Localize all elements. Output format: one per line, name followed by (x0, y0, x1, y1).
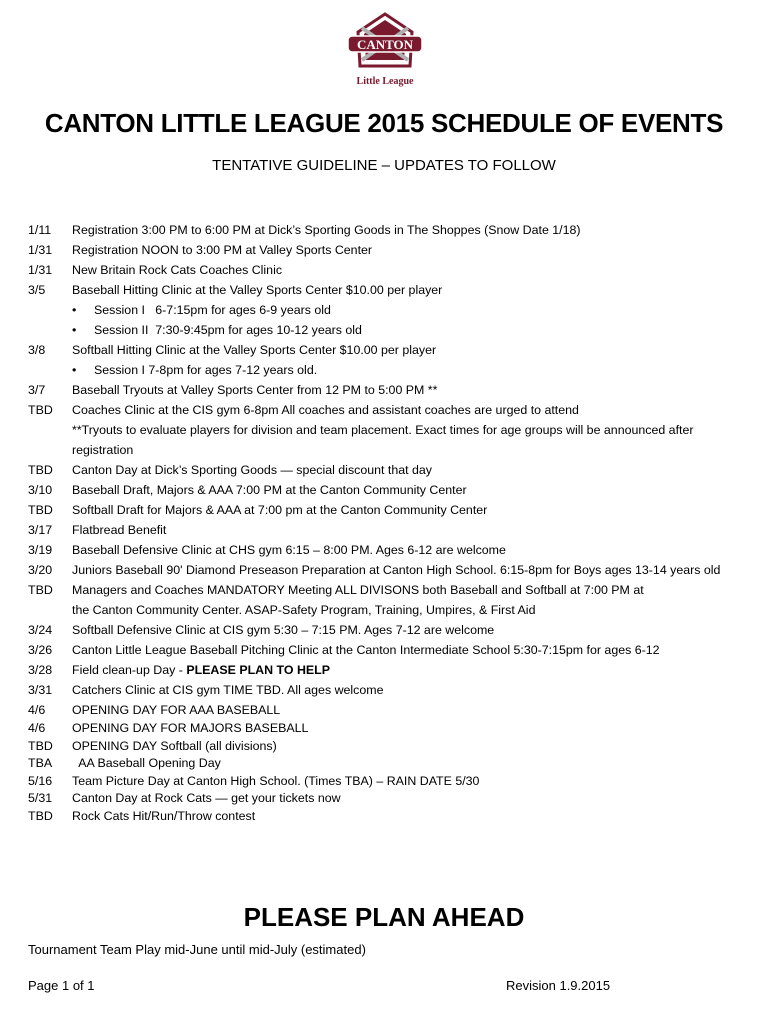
event-text: AA Baseball Opening Day (72, 756, 221, 770)
event-row (28, 790, 758, 808)
event-date: 3/24 (28, 623, 53, 637)
event-date: 1/31 (28, 243, 53, 257)
event-date: TBD (28, 808, 53, 823)
events-list (28, 220, 758, 825)
event-description (72, 280, 758, 300)
session-bullet: • Session I 6-7:15pm for ages 6-9 years old (94, 300, 758, 320)
event-date: 5/16 (28, 773, 53, 788)
event-date: 3/5 (28, 283, 46, 297)
event-text: Baseball Defensive Clinic at CHS gym 6:15 – 8:00 PM. Ages 6-12 are welcome (72, 543, 506, 557)
event-description (72, 220, 758, 240)
event-text: Managers and Coaches MANDATORY Meeting ALL DIVISONS both Baseball and Softball at 7:00 PM at (72, 583, 644, 597)
session-bullet: • Session I 7-8pm for ages 7-12 years old. (94, 360, 758, 380)
event-continuation: **Tryouts to evaluate players for division and team placement. Exact times for age groups will be announced after (72, 423, 694, 437)
event-row (28, 560, 758, 580)
event-description (72, 480, 758, 500)
event-date: 3/17 (28, 523, 53, 537)
event-row (28, 700, 758, 720)
event-continuation: registration (72, 443, 134, 457)
event-description (72, 720, 758, 738)
event-description (72, 560, 758, 580)
event-row (28, 460, 758, 480)
event-text: Juniors Baseball 90' Diamond Preseason Preparation at Canton High School. 6:15-8pm for Boys ages 13-14 years old (72, 563, 721, 577)
event-row (28, 500, 758, 520)
event-row (28, 260, 758, 280)
event-date: 3/7 (28, 383, 46, 397)
event-text: Flatbread Benefit (72, 523, 167, 537)
event-row (28, 240, 758, 260)
event-date: TBD (28, 503, 53, 517)
event-date: 4/6 (28, 721, 46, 735)
event-emphasis: PLEASE PLAN TO HELP (186, 663, 330, 677)
event-text: Registration 3:00 PM to 6:00 PM at Dick’s Sporting Goods in The Shoppes (Snow Date 1/18) (72, 223, 581, 237)
event-text: Softball Defensive Clinic at CIS gym 5:30 – 7:15 PM. Ages 7-12 are welcome (72, 623, 495, 637)
event-text: OPENING DAY FOR MAJORS BASEBALL (72, 721, 309, 735)
logo-emblem-icon (340, 10, 430, 90)
event-row (28, 680, 758, 700)
event-date: 3/31 (28, 683, 53, 697)
event-row (28, 340, 758, 360)
event-date: 3/19 (28, 543, 53, 557)
event-text: Registration NOON to 3:00 PM at Valley Sports Center (72, 243, 373, 257)
event-row (28, 540, 758, 560)
event-date: TBA (28, 756, 53, 770)
event-description (72, 500, 758, 520)
event-row (28, 220, 758, 240)
event-description (72, 520, 758, 540)
event-row (28, 738, 758, 756)
svg-text:CANTON: CANTON (356, 37, 414, 52)
event-date: TBD (28, 583, 53, 597)
event-description (72, 808, 758, 826)
event-date: 1/11 (28, 223, 52, 237)
event-row (28, 640, 758, 660)
event-row (28, 480, 758, 500)
event-description (72, 540, 758, 560)
event-description (72, 460, 758, 480)
event-row (28, 720, 758, 738)
event-text: Baseball Tryouts at Valley Sports Center from 12 PM to 5:00 PM ** (72, 383, 438, 397)
event-text: Rock Cats Hit/Run/Throw contest (72, 808, 256, 823)
event-text: Field clean-up Day - (72, 663, 187, 677)
event-continuation: the Canton Community Center. ASAP-Safety Program, Training, Umpires, & First Aid (72, 603, 536, 617)
document-title: CANTON LITTLE LEAGUE 2015 SCHEDULE OF EVENTS (44, 108, 724, 138)
event-text: Baseball Hitting Clinic at the Valley Sports Center $10.00 per player (72, 283, 443, 297)
event-date: 5/31 (28, 791, 53, 805)
event-row (28, 808, 758, 826)
event-text: OPENING DAY FOR AAA BASEBALL (72, 703, 281, 717)
event-text: Canton Day at Rock Cats — get your tickets now (72, 791, 341, 805)
event-date: TBD (28, 738, 53, 753)
event-description (72, 340, 758, 360)
event-description (72, 738, 758, 756)
event-text: Baseball Draft, Majors & AAA 7:00 PM at the Canton Community Center (72, 483, 467, 497)
event-date: 3/10 (28, 483, 53, 497)
event-text: Softball Hitting Clinic at the Valley Sports Center $10.00 per player (72, 343, 437, 357)
event-description (72, 240, 758, 260)
event-row (28, 755, 758, 773)
event-description (72, 640, 758, 660)
event-date: 3/28 (28, 663, 53, 677)
event-description (72, 380, 758, 400)
event-description (72, 773, 758, 791)
event-description (72, 755, 758, 773)
event-description (72, 700, 758, 720)
event-text: Team Picture Day at Canton High School. (Times TBA) – RAIN DATE 5/30 (72, 773, 480, 788)
event-date: TBD (28, 463, 53, 477)
plan-ahead-heading: PLEASE PLAN AHEAD (243, 902, 525, 932)
event-date: 3/20 (28, 563, 53, 577)
event-row (28, 773, 758, 791)
event-text: Canton Little League Baseball Pitching Clinic at the Canton Intermediate School 5:30-7:15pm for ages 6-12 (72, 643, 660, 657)
event-date: TBD (28, 403, 53, 417)
event-text: Coaches Clinic at the CIS gym 6-8pm All coaches and assistant coaches are urged to attend (72, 403, 579, 417)
event-text: OPENING DAY Softball (all divisions) (72, 738, 277, 753)
svg-text:Little League: Little League (356, 76, 414, 87)
event-text: Catchers Clinic at CIS gym TIME TBD. All ages welcome (72, 683, 384, 697)
tournament-note: Tournament Team Play mid-June until mid-July (estimated) (28, 942, 366, 957)
event-row (28, 660, 758, 680)
event-description (72, 790, 758, 808)
event-date: 4/6 (28, 703, 46, 717)
event-row (28, 280, 758, 300)
event-text: Canton Day at Dick’s Sporting Goods — special discount that day (72, 463, 432, 477)
event-date: 1/31 (28, 263, 53, 277)
event-row (28, 620, 758, 640)
event-row (28, 520, 758, 540)
event-description (72, 620, 758, 640)
event-description (72, 260, 758, 280)
page-number: Page 1 of 1 (28, 978, 95, 993)
event-date: 3/8 (28, 343, 46, 357)
event-description (72, 660, 758, 680)
event-description (72, 680, 758, 700)
event-text: Softball Draft for Majors & AAA at 7:00 pm at the Canton Community Center (72, 503, 488, 517)
event-row (28, 400, 758, 420)
canton-little-league-logo (340, 10, 430, 90)
document-subtitle: TENTATIVE GUIDELINE – UPDATES TO FOLLOW (212, 157, 556, 174)
revision-label: Revision 1.9.2015 (506, 978, 611, 993)
event-row (28, 580, 758, 600)
event-description (72, 580, 758, 600)
event-date: 3/26 (28, 643, 53, 657)
session-bullet: • Session II 7:30-9:45pm for ages 10-12 years old (94, 320, 758, 340)
event-row (28, 380, 758, 400)
event-description (72, 400, 758, 420)
event-text: New Britain Rock Cats Coaches Clinic (72, 263, 283, 277)
